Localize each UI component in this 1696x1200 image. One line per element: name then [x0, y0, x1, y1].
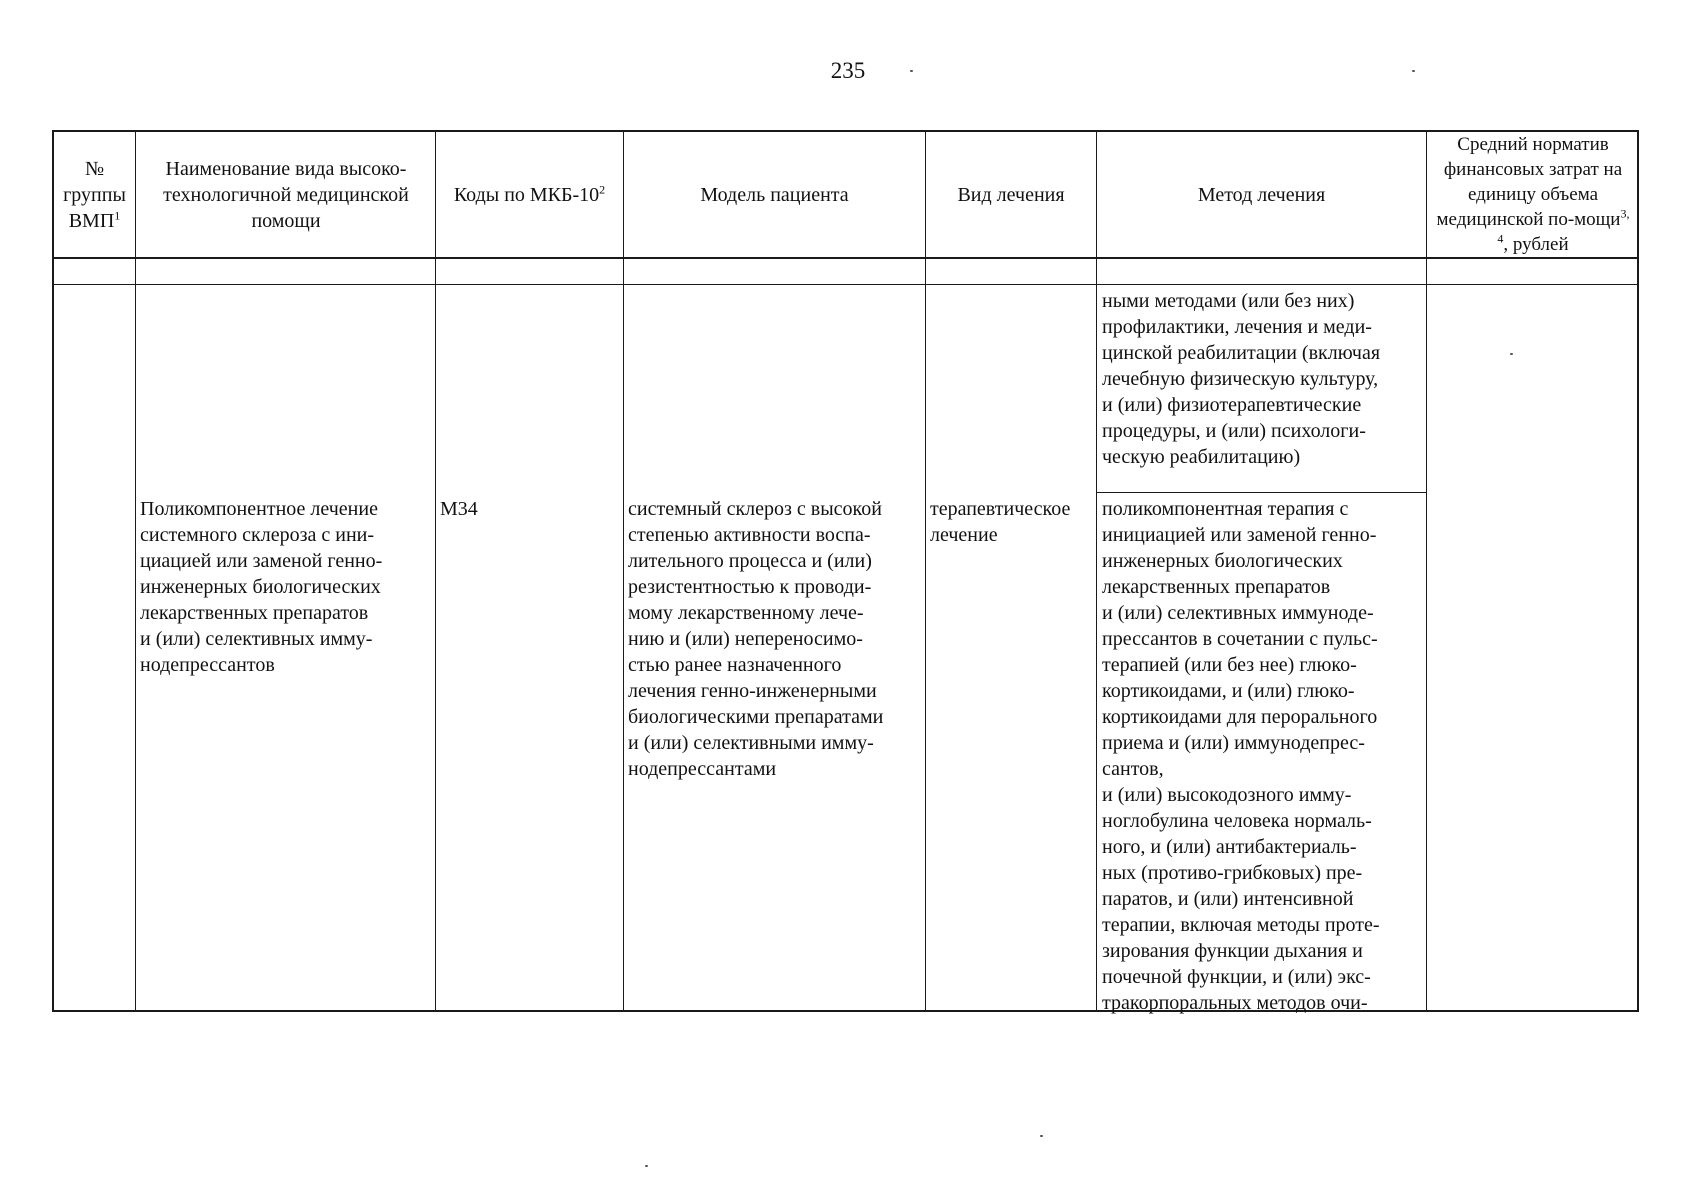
vmp-table: [52, 130, 1639, 1012]
col-divider-5: [1096, 130, 1097, 1012]
row2-treatment-type-cell: терапевтическое лечение: [930, 498, 1071, 546]
col-divider-3: [623, 130, 624, 1012]
scan-speck: [1040, 1135, 1043, 1137]
scan-speck: [1412, 70, 1415, 72]
header-care-name: [138, 132, 434, 257]
header-group-number: [54, 132, 135, 257]
numbering-row-bottom-border: [52, 284, 1639, 285]
header-group-number-text: № группы ВМП: [63, 157, 126, 232]
header-icd-codes-text: Коды по МКБ-10: [453, 183, 600, 206]
row2-care-name-cell: Поликомпонентное лечение системного склероза с ини- циацией или заменой генно- инженерных биологических лекарственных препаратов и (или) селективных имму- нодепрессантов: [140, 498, 383, 676]
header-patient-model: [624, 132, 925, 257]
header-average-cost-text: Средний норматив финансовых затрат на единицу объема медицинской по-мощи: [1436, 134, 1623, 230]
header-icd-codes: [436, 132, 623, 257]
header-bottom-border: [52, 257, 1639, 259]
header-treatment-type-text: Вид лечения: [957, 183, 1065, 206]
header-patient-model-text: Модель пациента: [700, 183, 849, 206]
col-divider-1: [135, 130, 136, 1012]
scan-speck: [1510, 353, 1513, 355]
footnote-2: 2: [599, 181, 606, 196]
header-care-name-text: Наименование вида высоко-технологичной медицинской помощи: [163, 157, 409, 232]
header-treatment-method-text: Метод лечения: [1197, 183, 1326, 206]
table-right-border: [1637, 130, 1639, 1012]
row2-patient-model-cell: системный склероз с высокой степенью активности воспа- лительного процесса и (или) резистентностью к проводи- мому лекарственному лече- нию и (или) непереносимо- стью ранее назначенного лечения генно-инженерными биологическими препаратами и (или) селективными имму- нодепрессантами: [628, 498, 884, 780]
row1-method-cell: ными методами (или без них) профилактики, лечения и меди- цинской реабилитации (включая лечебную физическую культуру, и (или) физиотерапевтические процедуры, и (или) психологи- ческую реабилитацию): [1102, 290, 1381, 468]
header-treatment-type: [926, 132, 1096, 257]
scan-speck: [645, 1165, 648, 1167]
footnote-3-4: 3, 4: [1497, 206, 1630, 246]
col-divider-6: [1426, 130, 1427, 1012]
row-divider: [1096, 492, 1426, 493]
row2-treatment-method-cell: поликомпонентная терапия с инициацией или заменой генно- инженерных биологических лекарственных препаратов и (или) селективных иммуноде- прессантов в сочетании с пульс- терапией (или без нее) глюко- кортикоидами, и (или) глюко- кортикоидами для перорального приема и (или) иммунодепрес- сантов, и (или) высокодозного имму- ноглобулина человека нормаль- ного, и (или) антибактериаль- ных (противо-грибковых) пре- паратов, и (или) интенсивной терапии, включая методы проте- зирования функции дыхания и почечной функции, и (или) экс- тракорпоральных методов очи-: [1102, 498, 1380, 1014]
page-number: 235: [830, 58, 866, 83]
header-treatment-method: [1097, 132, 1426, 257]
header-average-cost: [1430, 132, 1636, 257]
col-divider-2: [435, 130, 436, 1012]
header-average-cost-unit: , рублей: [1503, 234, 1569, 255]
table-left-border: [52, 130, 54, 1012]
scan-speck: [910, 70, 913, 72]
footnote-1: 1: [114, 207, 121, 222]
row2-icd-code-cell: M34: [440, 498, 478, 520]
